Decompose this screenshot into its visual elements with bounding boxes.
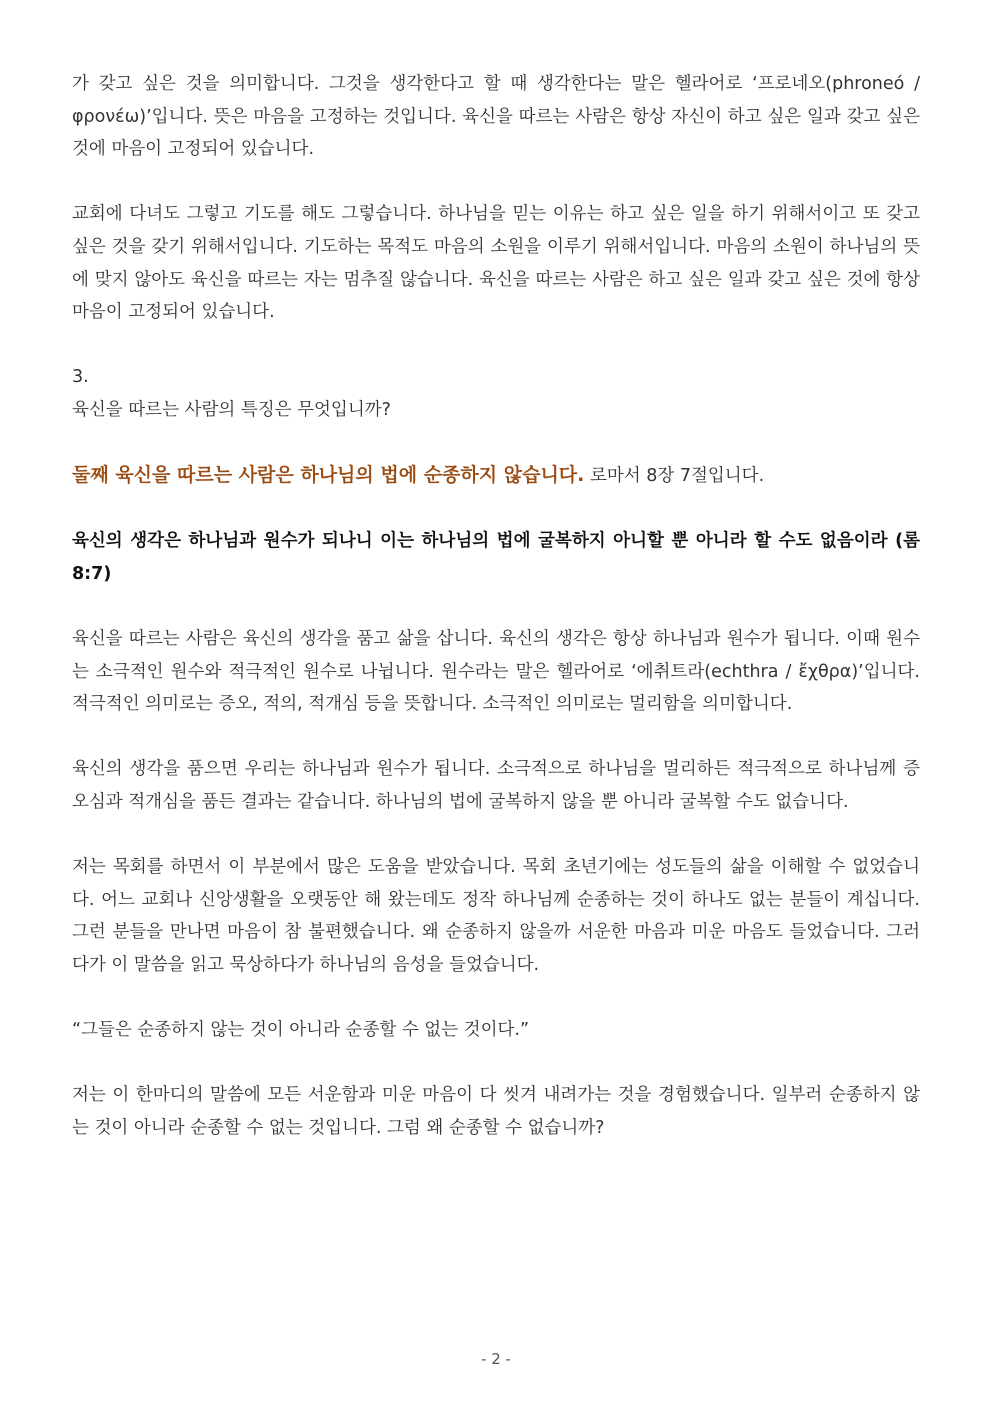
- highlighted-headline: 둘째 육신을 따르는 사람은 하나님의 법에 순종하지 않습니다.: [72, 464, 585, 487]
- paragraph-church-prayer: 교회에 다녀도 그렇고 기도를 해도 그렇습니다. 하나님을 믿는 이유는 하고 싶은 일을 하기 위해서이고 또 갖고 싶은 것을 갖기 위해서입니다. 기도하는 목적도 마음의 소원을 이루기 위해서입니다. 마음의 소원이 하나님의 뜻에 맞지 않아도 육신을 따르는 자는 멈추질 않습니다. 육신을 따르는 사람은 하고 싶은 일과 갖고 싶은 것에 항상 마음이 고정되어 있습니다.: [72, 204, 920, 323]
- page-number: - 2 -: [481, 1350, 511, 1368]
- spacer: [72, 166, 920, 199]
- spacer: [72, 982, 920, 1015]
- headline-paragraph: [72, 459, 920, 493]
- spacer: [72, 427, 920, 460]
- section-number: 3.: [72, 367, 89, 388]
- scripture-verse: 육신의 생각은 하나님과 원수가 되나니 이는 하나님의 법에 굴복하지 아니할 뿐 아니라 할 수도 없음이라 (롬 8:7): [72, 531, 920, 584]
- spacer: [72, 819, 920, 852]
- paragraph-echthra: 육신을 따르는 사람은 육신의 생각을 품고 삶을 삽니다. 육신의 생각은 항상 하나님과 원수가 됩니다. 이때 원수는 소극적인 원수와 적극적인 원수로 나뉩니다. 원수라는 말은 헬라어로 ‘에취트라(echthra / ἔχθρα)’입니다. 적극적인 의미로는 증오, 적의, 적개심 등을 뜻합니다. 소극적인 의미로는 멀리함을 의미합니다.: [72, 629, 920, 715]
- paragraph-enemy-result: 육신의 생각을 품으면 우리는 하나님과 원수가 됩니다. 소극적으로 하나님을 멀리하든 적극적으로 하나님께 증오심과 적개심을 품든 결과는 같습니다. 하나님의 법에 굴복하지 않을 뿐 아니라 굴복할 수도 없습니다.: [72, 759, 920, 813]
- quote-line: “그들은 순종하지 않는 것이 아니라 순종할 수 없는 것이다.”: [72, 1020, 530, 1041]
- paragraph-phroneo: 가 갖고 싶은 것을 의미합니다. 그것을 생각한다고 할 때 생각한다는 말은 헬라어로 ‘프로네오(phroneó / φρονέω)’입니다. 뜻은 마음을 고정하는 것입니다. 육신을 따르는 사람은 항상 자신이 하고 싶은 일과 갖고 싶은 것에 마음이 고정되어 있습니다.: [72, 74, 920, 160]
- section-question: 육신을 따르는 사람의 특징은 무엇입니까?: [72, 399, 391, 420]
- spacer: [72, 591, 920, 624]
- spacer: [72, 1047, 920, 1080]
- paragraph-ministry: 저는 목회를 하면서 이 부분에서 많은 도움을 받았습니다. 목회 초년기에는 성도들의 삶을 이해할 수 없었습니다. 어느 교회나 신앙생활을 오랫동안 해 왔는데도 정작 하나님께 순종하는 것이 하나도 없는 분들이 계십니다. 그런 분들을 만나면 마음이 참 불편했습니다. 왜 순종하지 않을까 서운한 마음과 미운 마음도 들었습니다. 그러다가 이 말씀을 읽고 묵상하다가 하나님의 음성을 들었습니다.: [72, 857, 920, 976]
- headline-reference: 로마서 8장 7절입니다.: [584, 466, 765, 487]
- spacer: [72, 493, 920, 526]
- document-body: [72, 68, 920, 1145]
- paragraph-conclusion: 저는 이 한마디의 말씀에 모든 서운함과 미운 마음이 다 씻겨 내려가는 것을 경험했습니다. 일부러 순종하지 않는 것이 아니라 순종할 수 없는 것입니다. 그럼 왜 순종할 수 없습니까?: [72, 1085, 920, 1138]
- spacer: [72, 329, 920, 362]
- spacer: [72, 721, 920, 754]
